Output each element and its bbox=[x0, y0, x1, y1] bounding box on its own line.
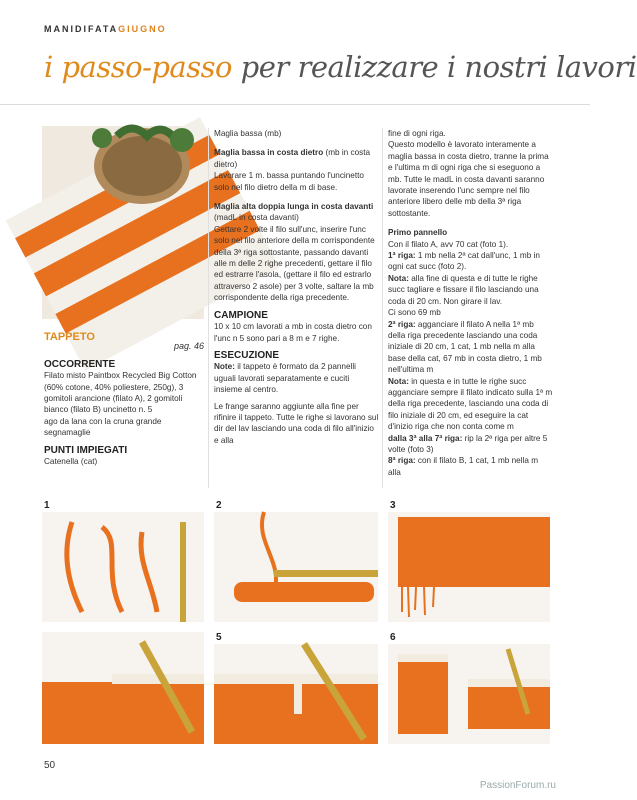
campione-heading: CAMPIONE bbox=[214, 309, 268, 321]
occorrente-text: Filato misto Paintbox Recycled Big Cotton (60% cotone, 40% poliestere, 250g), 3 gomitoli arancione (filato A), 2 gomitoli bianco (filato B) uncinetto n. 5 bbox=[44, 371, 197, 415]
stitches-column bbox=[214, 128, 379, 451]
rug-illustration bbox=[42, 126, 204, 319]
instructions-column bbox=[388, 128, 553, 483]
title-accent: i passo-passo bbox=[44, 50, 232, 84]
nota1-text: Nota: alla fine di questa e di tutte le righe succ tagliare e fissare il filo lasciando una coda di 20 cm. Non girare il lav. bbox=[388, 273, 539, 306]
step-photo-1 bbox=[42, 512, 204, 622]
column-divider-2 bbox=[382, 128, 383, 488]
mbcd-paragraph: Maglia bassa in costa dietro (mb in costa dietro) bbox=[214, 148, 371, 169]
project-name: TAPPETO bbox=[44, 331, 95, 343]
note-text: Note: il tappeto è formato da 2 pannelli uguali lavorati separatamente e cuciti insieme al centro. bbox=[214, 362, 356, 395]
ci-sono-text: Ci sono 69 mb bbox=[388, 308, 441, 318]
page-reference: pag. 46 bbox=[173, 341, 204, 352]
column-divider-1 bbox=[208, 128, 209, 488]
title-rest: per realizzare i nostri lavori bbox=[231, 50, 637, 84]
rug-photo bbox=[42, 126, 204, 319]
header-divider bbox=[0, 104, 590, 105]
catenella-text: Catenella (cat) bbox=[44, 457, 98, 467]
row3-7-text: dalla 3ª alla 7ª riga: rip la 2ª riga per altre 5 volte (foto 3) bbox=[388, 433, 548, 454]
madl-paragraph: Maglia alta doppia lunga in costa davanti (madL in costa davanti) bbox=[214, 202, 374, 223]
photo-number-2: 2 bbox=[216, 500, 222, 511]
step-photo-4 bbox=[42, 632, 204, 744]
primo-heading: Primo pannello bbox=[388, 228, 448, 238]
ago-text: ago da lana con la cruna grande bbox=[44, 416, 162, 426]
step-photo-6 bbox=[388, 644, 550, 744]
chain-illustration bbox=[42, 512, 204, 622]
rows-illustration bbox=[388, 512, 550, 622]
photo-number-6: 6 bbox=[390, 632, 396, 643]
campione-text: 10 x 10 cm lavorati a mb in costa dietro con l'unc n 5 sono pari a 8 m e 7 righe. bbox=[214, 322, 372, 343]
long-stitch-illustration bbox=[214, 644, 378, 744]
photo-number-5: 5 bbox=[216, 632, 222, 643]
step-photo-2 bbox=[214, 512, 378, 622]
step-photo-5 bbox=[214, 644, 378, 744]
esecuzione-heading: ESECUZIONE bbox=[214, 349, 280, 361]
c3-p1: fine di ogni riga. bbox=[388, 129, 446, 138]
nota2-text: Nota: in questa e in tutte le righe succ agganciare sempre il filato indicato sulla 1ª m della riga precedente, lasciando una coda di filo iniziale di 20 cm, ed eseguire la cat d'inizio riga che non conta come m bbox=[388, 376, 553, 432]
row2-text: 2ª riga: agganciare il filato A nella 1ª mb della riga precedente lasciando una coda iniziale di 20 cm, 1 cat, 1 mb nella m alla base della cat, 67 mb in costa dietro, 1 mb nell'ultima m bbox=[388, 319, 542, 375]
panels-illustration bbox=[388, 644, 550, 744]
primo-text: Con il filato A, avv 70 cat (foto 1). bbox=[388, 239, 509, 249]
occorrente-heading: OCCORRENTE bbox=[44, 358, 116, 370]
photo-number-1: 1 bbox=[44, 500, 50, 511]
materials-column bbox=[44, 332, 204, 472]
row8-text: 8ª riga: con il filato B, 1 cat, 1 mb nella m alla bbox=[388, 456, 539, 477]
white-row-illustration bbox=[42, 632, 204, 744]
step-photo-3 bbox=[388, 512, 550, 622]
watermark: PassionForum.ru bbox=[479, 780, 556, 791]
frange-text: Le frange saranno aggiunte alla fine per rifinire il tappeto. Tutte le righe si lavorano sul dir del lav lasciando una coda di filo all'inizio e alla bbox=[214, 401, 379, 445]
first-row-illustration bbox=[214, 512, 378, 622]
mbcd-text: Lavorare 1 m. bassa puntando l'uncinetto solo nel filo dietro della m di base. bbox=[214, 171, 364, 192]
page-number: 50 bbox=[44, 760, 56, 771]
segnamaglie-text: segnamaglie bbox=[44, 428, 91, 438]
page-title bbox=[44, 50, 637, 84]
mb-text: Maglia bassa (mb) bbox=[214, 129, 282, 138]
magazine-header: MANIDIFATAGIUGNO bbox=[44, 24, 167, 34]
photo-number-3: 3 bbox=[390, 500, 396, 511]
madl-text: Gettare 2 volte il filo sull'unc, inserire l'unc solo nel filo anteriore della m corrispondente della 3ª riga sottostante, passando davanti alle m delle 2 righe precedenti, gettare il filo ed estrarre l'asola, (gettare il filo ed estrarlo attraverso 2 asole) per 3 volte, saltare la mb corrispondente della riga precedente. bbox=[214, 224, 375, 303]
c3-p2: Questo modello è lavorato interamente a maglia bassa in costa dietro, tranne la prima e l'ultima m di ogni riga che si eseguono a mb. Tutte le madL in costa davanti saranno lavorate inserendo l'unc sempre nel filo anteriore libero delle mb della 3ª riga sottostante. bbox=[388, 140, 549, 218]
punti-heading: PUNTI IMPIEGATI bbox=[44, 444, 128, 456]
row1-text: 1ª riga: 1 mb nella 2ª cat dall'unc, 1 mb in ogni cat succ (foto 2). bbox=[388, 251, 540, 272]
